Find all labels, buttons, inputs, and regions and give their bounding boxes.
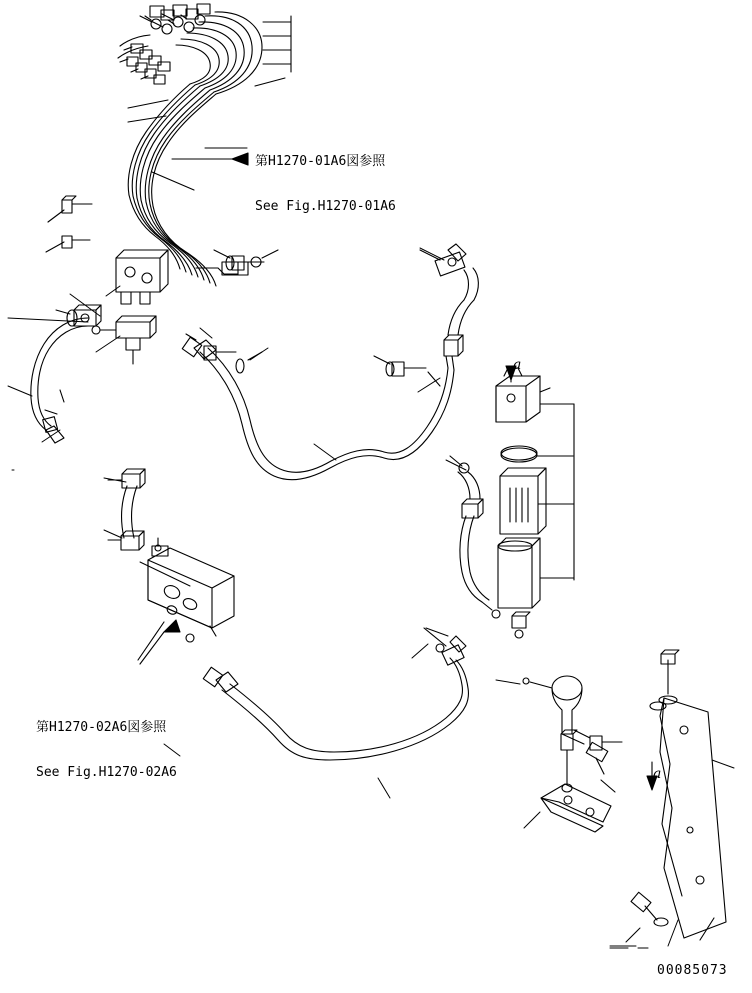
fasteners	[46, 196, 666, 750]
left-vertical-hose	[108, 469, 145, 550]
reference-note-h1270-01a6-line1: 第H1270-01A6図参照	[255, 154, 386, 169]
main-valve-block	[138, 538, 234, 660]
reference-note-h1270-02a6	[36, 690, 177, 810]
callout-leaders	[8, 248, 734, 946]
arrows	[164, 153, 657, 790]
upper-valve-block	[116, 250, 278, 304]
lower-long-hose	[203, 628, 468, 760]
arrow-shafts	[140, 159, 652, 782]
support-plate	[631, 650, 726, 940]
accumulator-assembly	[523, 676, 582, 792]
tee-fitting-left	[92, 316, 156, 364]
reference-note-h1270-02a6-line2: See Fig.H1270-02A6	[36, 765, 177, 780]
mount-bracket	[541, 734, 615, 832]
reference-note-h1270-02a6-line1: 第H1270-02A6図参照	[36, 720, 167, 735]
hose-bundle-top	[128, 12, 262, 286]
center-loop-hose	[182, 244, 478, 480]
drawing-number: 00085073	[657, 963, 728, 978]
detail-marker-a-bottom: a	[653, 766, 662, 782]
left-hose-assembly	[31, 305, 101, 443]
filter-assembly	[496, 368, 574, 638]
detail-marker-a-top: a	[513, 357, 522, 373]
top-fitting-cluster	[118, 4, 210, 84]
right-middle-hose	[450, 456, 500, 618]
reference-note-h1270-01a6	[255, 124, 396, 244]
reference-note-h1270-01a6-line2: See Fig.H1270-01A6	[255, 199, 396, 214]
